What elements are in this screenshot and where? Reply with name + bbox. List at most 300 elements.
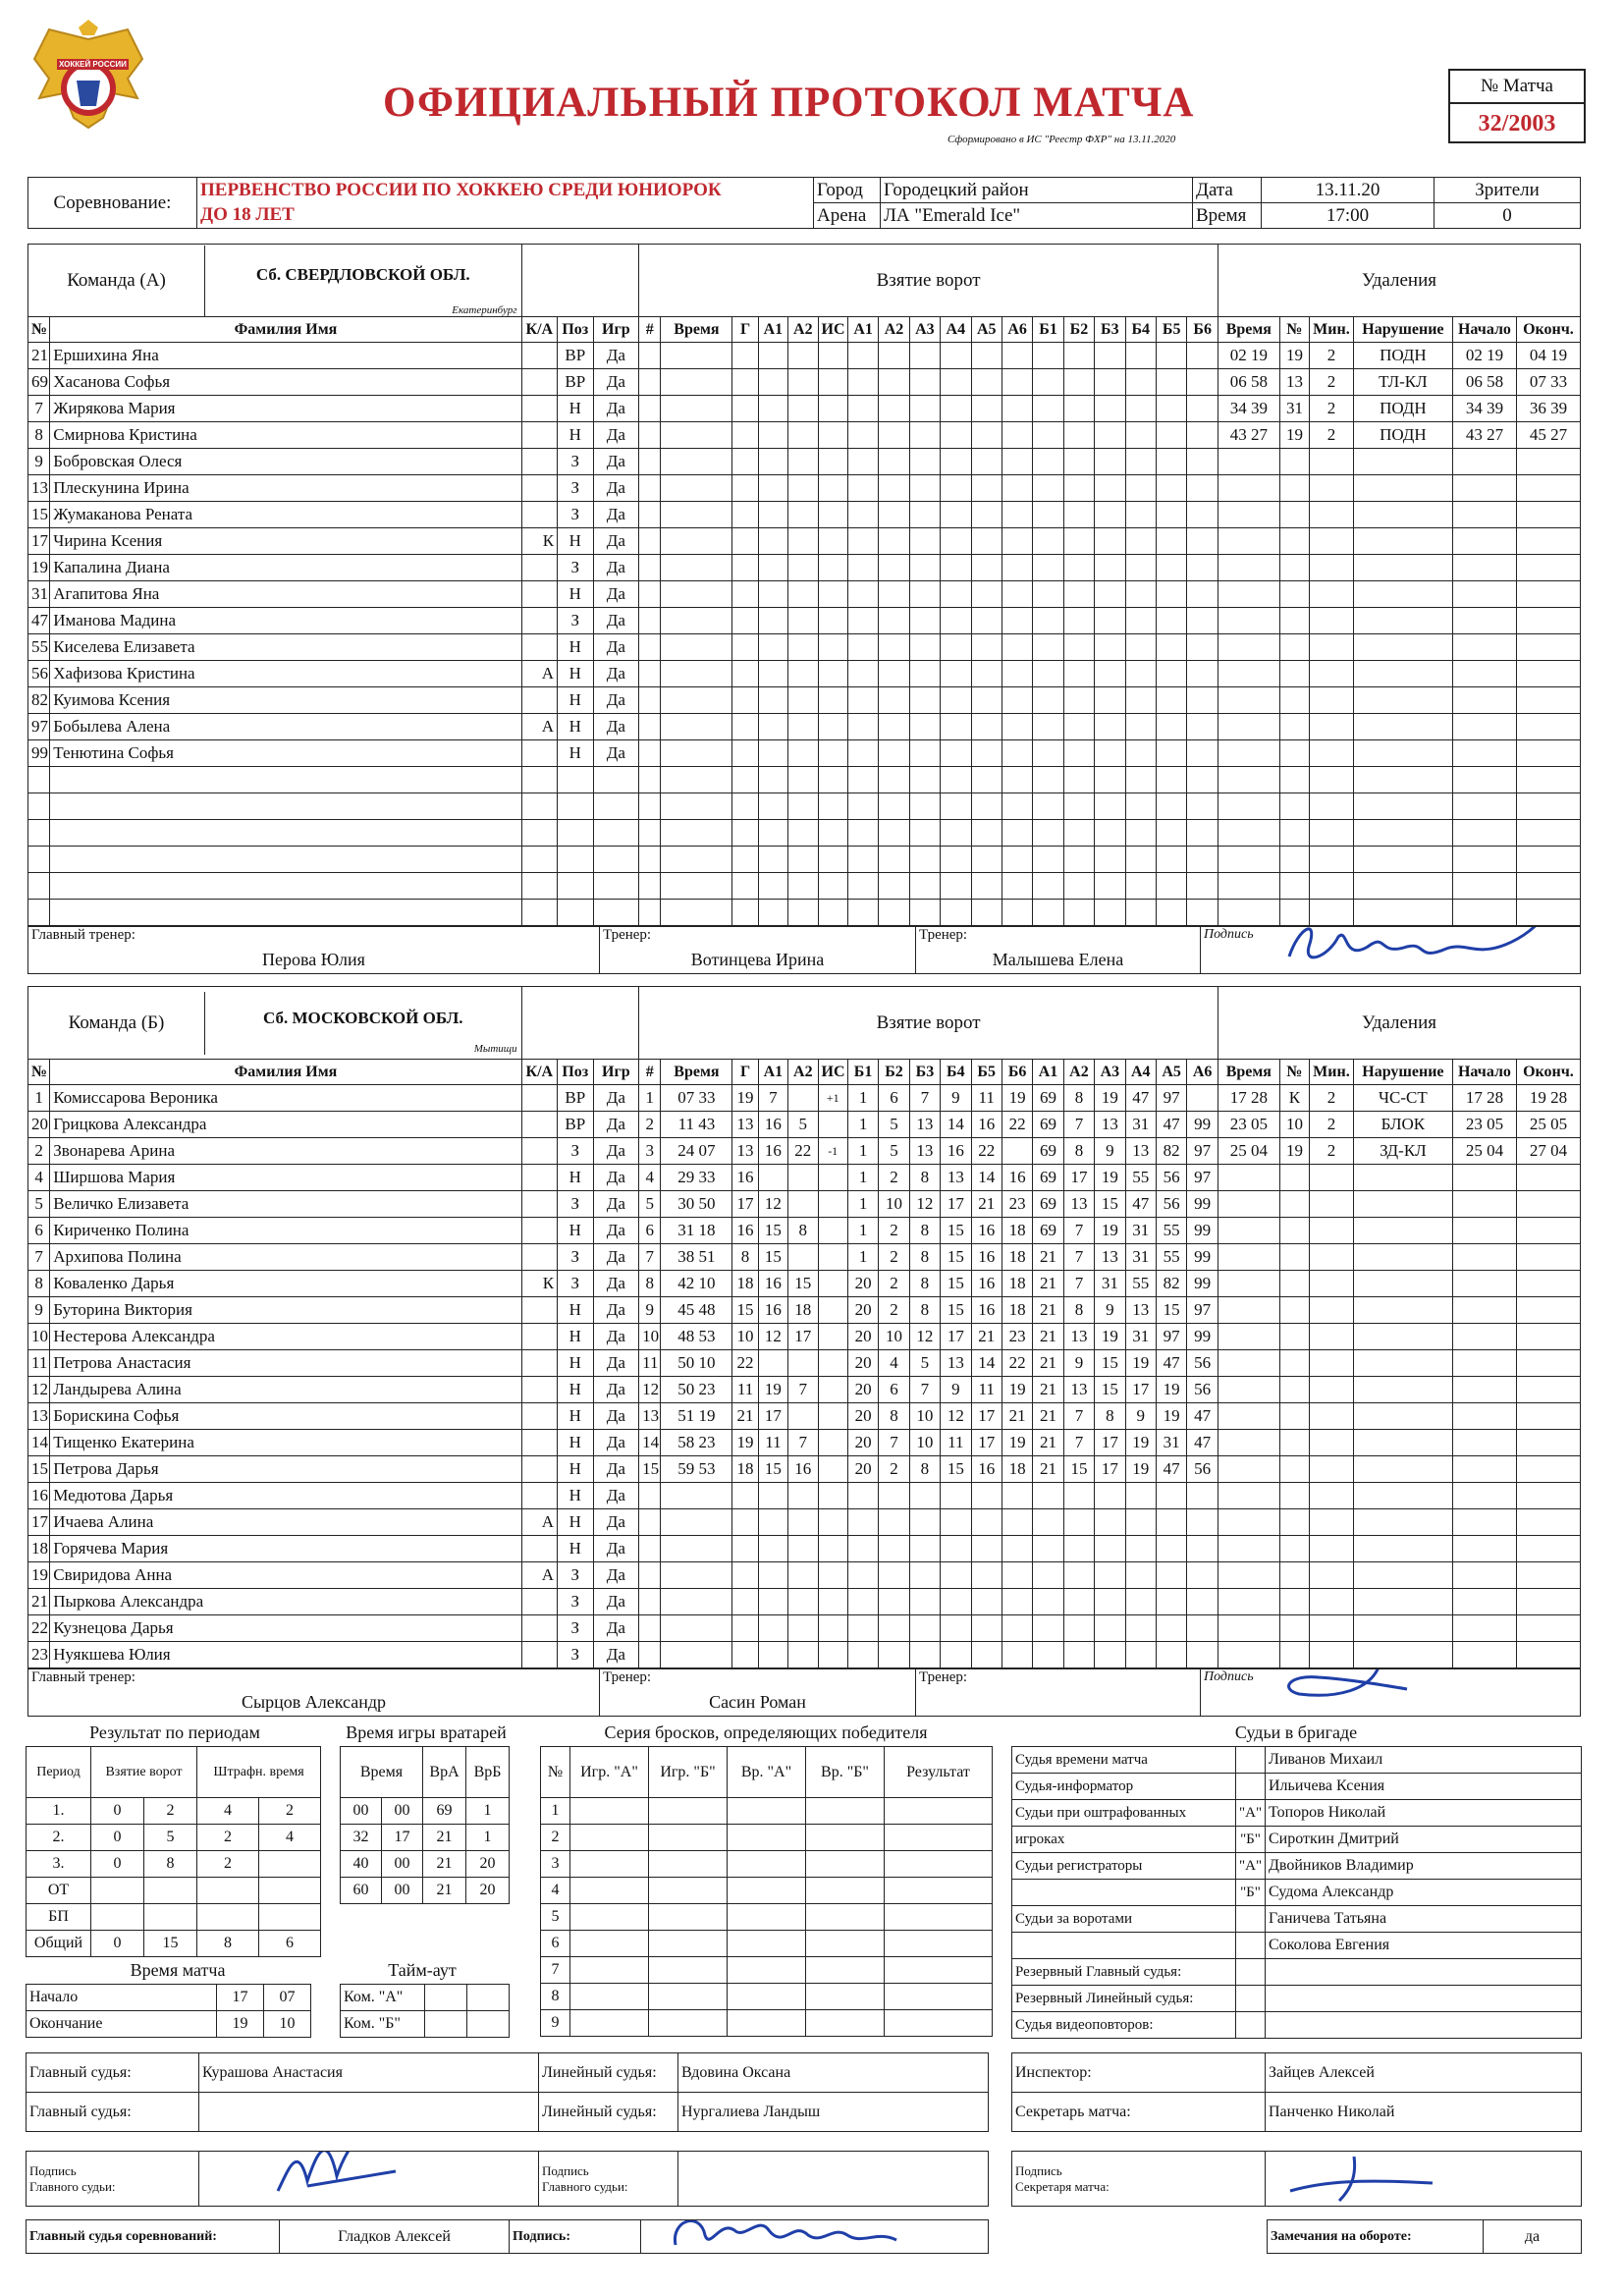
penalty-start: 25 04	[1453, 1138, 1517, 1165]
empty-cell	[1516, 1536, 1580, 1562]
empty-cell	[758, 873, 787, 900]
empty-cell	[1125, 820, 1156, 847]
goal-index: 7	[639, 1244, 661, 1271]
empty-cell	[732, 740, 758, 767]
team_b-h-a2: А2	[788, 1060, 818, 1085]
player-name: Архипова Полина	[50, 1244, 521, 1271]
table-row	[28, 581, 1581, 608]
empty-cell	[1279, 608, 1309, 634]
generated-note: Сформировано в ИС "Реестр ФХР" на 13.11.2020	[947, 134, 1176, 145]
empty-cell	[1218, 1165, 1279, 1191]
penalty-start: 17 28	[1453, 1085, 1517, 1112]
empty-cell	[847, 634, 878, 661]
shootout-no: 7	[541, 1957, 570, 1984]
empty-cell	[909, 1642, 940, 1668]
empty-cell	[758, 793, 787, 820]
period-pim-b	[259, 1878, 321, 1904]
empty-cell	[879, 343, 909, 369]
penalty-player: 13	[1279, 369, 1309, 396]
team_b-h-pen-time: Время	[1218, 1060, 1279, 1085]
empty-cell	[732, 847, 758, 873]
empty-cell	[1353, 1218, 1452, 1244]
empty-cell	[1279, 900, 1309, 926]
player-number: 13	[28, 475, 50, 502]
empty-cell	[639, 714, 661, 740]
table-row	[341, 1878, 510, 1904]
empty-cell	[558, 873, 593, 900]
empty-cell	[1453, 687, 1517, 714]
empty-cell	[649, 1851, 728, 1878]
gk-h-b: ВрБ	[466, 1747, 510, 1798]
empty-cell	[1187, 502, 1218, 528]
player-ka: К	[521, 528, 557, 555]
empty-cell	[1125, 1589, 1156, 1615]
on-ice-player: 17	[1095, 1456, 1125, 1483]
empty-cell	[1353, 1536, 1452, 1562]
team-a-label: Команда (А)	[28, 246, 205, 316]
empty-cell	[1187, 555, 1218, 581]
empty-cell	[728, 1851, 806, 1878]
match-start-h: 17	[217, 1985, 264, 2011]
goal-scorer: 10	[732, 1324, 758, 1350]
empty-cell	[593, 900, 639, 926]
empty-cell	[50, 900, 521, 926]
period-goals-b	[144, 1878, 197, 1904]
empty-cell	[788, 1562, 818, 1589]
empty-cell	[758, 661, 787, 687]
player-name: Нуякшева Юлия	[50, 1642, 521, 1668]
penalty-start: 23 05	[1453, 1112, 1517, 1138]
player-played: Да	[593, 1218, 639, 1244]
empty-cell	[909, 767, 940, 793]
empty-cell	[909, 793, 940, 820]
main-ref-label-2: Главный судья:	[27, 2093, 199, 2132]
empty-cell	[1063, 528, 1094, 555]
on-ice-player: 13	[1125, 1138, 1156, 1165]
empty-cell	[1453, 1562, 1517, 1589]
empty-cell	[909, 900, 940, 926]
empty-cell	[1187, 1615, 1218, 1642]
goal-time: 50 10	[661, 1350, 732, 1377]
match-time-title: Время матча	[130, 1960, 226, 1980]
empty-cell	[1453, 1589, 1517, 1615]
empty-cell	[1279, 1218, 1309, 1244]
notes-row	[1267, 2219, 1582, 2254]
empty-cell	[1310, 1456, 1354, 1483]
empty-cell	[1310, 555, 1354, 581]
empty-cell	[1516, 502, 1580, 528]
team-b-goals-header: Взятие ворот	[639, 987, 1218, 1060]
team-b-signature-label: Подпись	[1204, 1669, 1254, 1684]
empty-cell	[1353, 1509, 1452, 1536]
team-b-head-coach: Сырцов Александр	[242, 1692, 386, 1712]
on-ice-player: 14	[941, 1112, 971, 1138]
table-row	[28, 1138, 1581, 1165]
empty-cell	[639, 1509, 661, 1536]
empty-cell	[1279, 873, 1309, 900]
empty-cell	[909, 1536, 940, 1562]
chief-signature	[661, 2220, 916, 2254]
on-ice-player: 47	[1187, 1403, 1218, 1430]
empty-cell	[909, 1589, 940, 1615]
player-played: Да	[593, 1615, 639, 1642]
team-a-penalties-header: Удаления	[1218, 245, 1580, 317]
notes-value: да	[1484, 2220, 1582, 2254]
player-ka	[521, 1297, 557, 1324]
player-number: 2	[28, 1138, 50, 1165]
empty-cell	[1125, 661, 1156, 687]
team-b-penalties-header: Удаления	[1218, 987, 1580, 1060]
on-ice-player: 69	[1033, 1165, 1063, 1191]
referee-name: Топоров Николай	[1266, 1800, 1582, 1827]
goal-assist1: 16	[758, 1271, 787, 1297]
goal-index: 11	[639, 1350, 661, 1377]
empty-cell	[649, 1984, 728, 2010]
empty-cell	[818, 581, 847, 608]
on-ice-player: 15	[941, 1271, 971, 1297]
referee-role: Судьи за воротами	[1012, 1906, 1236, 1933]
empty-cell	[1279, 1403, 1309, 1430]
on-ice-player: 7	[1063, 1271, 1094, 1297]
empty-cell	[1063, 793, 1094, 820]
empty-cell	[1063, 555, 1094, 581]
empty-cell	[1095, 873, 1125, 900]
gk-b: 1	[466, 1825, 510, 1851]
player-name: Тенютина Софья	[50, 740, 521, 767]
empty-cell	[1516, 900, 1580, 926]
empty-cell	[639, 528, 661, 555]
player-number: 17	[28, 528, 50, 555]
fhr-logo	[29, 20, 147, 147]
on-ice-player: 10	[909, 1430, 940, 1456]
referee-side	[1236, 1774, 1266, 1800]
goal-situation	[818, 1191, 847, 1218]
on-ice-player: 6	[879, 1085, 909, 1112]
empty-cell	[661, 581, 732, 608]
on-ice-player: 69	[1033, 1085, 1063, 1112]
empty-cell	[649, 1931, 728, 1957]
empty-cell	[1033, 767, 1063, 793]
on-ice-player: 20	[847, 1271, 878, 1297]
empty-cell	[732, 793, 758, 820]
empty-cell	[1353, 1403, 1452, 1430]
empty-cell	[909, 1615, 940, 1642]
player-pos: З	[558, 1271, 593, 1297]
empty-cell	[879, 634, 909, 661]
inspector-label: Инспектор:	[1012, 2053, 1266, 2093]
empty-cell	[818, 555, 847, 581]
player-ka	[521, 343, 557, 369]
player-pos: З	[558, 1642, 593, 1668]
chief-row	[26, 2219, 989, 2254]
empty-cell	[788, 555, 818, 581]
empty-cell	[639, 900, 661, 926]
empty-cell	[661, 873, 732, 900]
goal-scorer: 18	[732, 1456, 758, 1483]
arena-label: Арена	[814, 203, 881, 229]
on-ice-player: 55	[1156, 1244, 1186, 1271]
empty-cell	[1125, 528, 1156, 555]
empty-cell	[788, 1642, 818, 1668]
empty-cell	[1001, 1615, 1032, 1642]
city: Городецкий район	[881, 178, 1193, 203]
gk-minute: 60	[341, 1878, 382, 1904]
goal-time: 58 23	[661, 1430, 732, 1456]
empty-cell	[1353, 1589, 1452, 1615]
empty-cell	[879, 1483, 909, 1509]
empty-cell	[1310, 1271, 1354, 1297]
empty-cell	[1218, 1509, 1279, 1536]
empty-cell	[1453, 767, 1517, 793]
empty-cell	[818, 714, 847, 740]
player-played: Да	[593, 343, 639, 369]
team_b-h-no: №	[28, 1060, 50, 1085]
empty-cell	[788, 422, 818, 449]
empty-cell	[732, 634, 758, 661]
goal-assist1	[758, 1165, 787, 1191]
secretary: Панченко Николай	[1266, 2093, 1582, 2132]
empty-cell	[818, 475, 847, 502]
player-ka	[521, 1085, 557, 1112]
empty-cell	[909, 422, 940, 449]
period-pim-b: 6	[259, 1931, 321, 1957]
team_a-h-pen-time: Время	[1218, 317, 1279, 343]
empty-cell	[788, 1615, 818, 1642]
empty-cell	[758, 1589, 787, 1615]
table-row	[1012, 1986, 1582, 2012]
team-a-head-coach: Перова Юлия	[262, 950, 365, 969]
empty-cell	[1156, 661, 1186, 687]
gk-minute: 40	[341, 1851, 382, 1878]
goal-time: 30 50	[661, 1191, 732, 1218]
empty-cell	[1453, 1483, 1517, 1509]
on-ice-player: 55	[1125, 1271, 1156, 1297]
empty-cell	[732, 555, 758, 581]
empty-cell	[909, 687, 940, 714]
empty-cell	[806, 1851, 885, 1878]
empty-cell	[639, 449, 661, 475]
empty-cell	[593, 793, 639, 820]
player-played: Да	[593, 687, 639, 714]
empty-cell	[879, 661, 909, 687]
empty-cell	[1353, 1271, 1452, 1297]
referee-side: "А"	[1236, 1800, 1266, 1827]
team-b-name: Сб. МОСКОВСКОЙ ОБЛ. Мытищи	[263, 1008, 517, 1055]
empty-cell	[1353, 1165, 1452, 1191]
penalty-violation: БЛОК	[1353, 1112, 1452, 1138]
empty-cell	[1353, 820, 1452, 847]
empty-cell	[1125, 475, 1156, 502]
team-a-signature	[1279, 927, 1554, 974]
table-row	[28, 396, 1581, 422]
table-row	[28, 1615, 1581, 1642]
empty-cell	[1310, 767, 1354, 793]
penalty-time: 43 27	[1218, 422, 1279, 449]
on-ice-player: 19	[1156, 1403, 1186, 1430]
table-row	[1012, 1880, 1582, 1906]
spectators: 0	[1435, 203, 1581, 229]
penalty-end: 07 33	[1516, 369, 1580, 396]
player-name: Кириченко Полина	[50, 1218, 521, 1244]
period-name: Общий	[27, 1931, 91, 1957]
penalty-minutes: 2	[1310, 1112, 1354, 1138]
empty-cell	[1218, 1483, 1279, 1509]
empty-cell	[1516, 793, 1580, 820]
referee-role	[1012, 1933, 1236, 1959]
empty-cell	[1353, 1377, 1452, 1403]
empty-cell	[1353, 1191, 1452, 1218]
empty-cell	[1095, 1509, 1125, 1536]
on-ice-player: 21	[971, 1324, 1001, 1350]
player-pos: Н	[558, 1377, 593, 1403]
empty-cell	[1516, 1165, 1580, 1191]
empty-cell	[818, 740, 847, 767]
empty-cell	[1310, 1403, 1354, 1430]
shootout-h-vb: Вр. "Б"	[806, 1747, 885, 1798]
team_b-h-is: ИС	[818, 1060, 847, 1085]
on-ice-player: 97	[1187, 1165, 1218, 1191]
empty-cell	[732, 661, 758, 687]
player-name: Медютова Дарья	[50, 1483, 521, 1509]
on-ice-player: 19	[1125, 1350, 1156, 1377]
player-played: Да	[593, 396, 639, 422]
on-ice-player: 5	[909, 1350, 940, 1377]
line-ref-label-2: Линейный судья:	[539, 2093, 678, 2132]
empty-cell	[1353, 1244, 1452, 1271]
empty-cell	[1001, 396, 1032, 422]
empty-cell	[758, 900, 787, 926]
player-number: 13	[28, 1403, 50, 1430]
goal-assist1: 15	[758, 1218, 787, 1244]
empty-cell	[818, 847, 847, 873]
empty-cell	[788, 369, 818, 396]
period-name: ОТ	[27, 1878, 91, 1904]
empty-cell	[1001, 634, 1032, 661]
empty-cell	[1033, 1509, 1063, 1536]
player-ka	[521, 1615, 557, 1642]
goal-index: 1	[639, 1085, 661, 1112]
empty-cell	[1310, 502, 1354, 528]
on-ice-player: 97	[1156, 1085, 1186, 1112]
empty-cell	[879, 1615, 909, 1642]
on-ice-player: 12	[941, 1403, 971, 1430]
player-pos: Н	[558, 581, 593, 608]
empty-cell	[758, 343, 787, 369]
table-row	[28, 1562, 1581, 1589]
on-ice-player: 16	[941, 1138, 971, 1165]
empty-cell	[806, 1984, 885, 2010]
empty-cell	[1279, 1562, 1309, 1589]
empty-cell	[1033, 581, 1063, 608]
empty-cell	[1095, 687, 1125, 714]
empty-cell	[1218, 1244, 1279, 1271]
empty-cell	[1218, 1430, 1279, 1456]
on-ice-player: 20	[847, 1350, 878, 1377]
on-ice-player: 31	[1095, 1271, 1125, 1297]
empty-cell	[879, 1536, 909, 1562]
on-ice-player: 13	[1063, 1377, 1094, 1403]
empty-cell	[1156, 634, 1186, 661]
player-name: Ширшова Мария	[50, 1165, 521, 1191]
goal-assist2: 18	[788, 1297, 818, 1324]
empty-cell	[1001, 793, 1032, 820]
table-row	[28, 1324, 1581, 1350]
empty-cell	[941, 1509, 971, 1536]
empty-cell	[1516, 1615, 1580, 1642]
empty-cell	[732, 873, 758, 900]
empty-cell	[570, 1957, 649, 1984]
empty-cell	[885, 2010, 993, 2037]
empty-cell	[1516, 1642, 1580, 1668]
empty-cell	[639, 581, 661, 608]
on-ice-player: 9	[941, 1085, 971, 1112]
player-number: 15	[28, 1456, 50, 1483]
empty-cell	[1453, 847, 1517, 873]
empty-cell	[570, 1851, 649, 1878]
empty-cell	[1095, 793, 1125, 820]
empty-cell	[1033, 475, 1063, 502]
empty-cell	[1063, 1642, 1094, 1668]
player-pos: Н	[558, 1509, 593, 1536]
team-b-head-coach-label: Главный тренер:	[31, 1669, 135, 1685]
on-ice-player: 20	[847, 1456, 878, 1483]
on-ice-player: 13	[1095, 1112, 1125, 1138]
empty-cell	[1218, 1297, 1279, 1324]
period-pim-a: 2	[197, 1851, 259, 1878]
empty-cell	[1187, 634, 1218, 661]
empty-cell	[788, 1536, 818, 1562]
empty-cell	[788, 343, 818, 369]
empty-cell	[1353, 740, 1452, 767]
goal-assist2	[788, 1244, 818, 1271]
empty-cell	[788, 714, 818, 740]
team_a-h-onice-0: А1	[847, 317, 878, 343]
referee-side	[1236, 1906, 1266, 1933]
empty-cell	[1033, 873, 1063, 900]
goal-assist2: 8	[788, 1218, 818, 1244]
goal-time: 59 53	[661, 1456, 732, 1483]
empty-cell	[1095, 1642, 1125, 1668]
empty-cell	[732, 1483, 758, 1509]
empty-cell	[1063, 687, 1094, 714]
empty-cell	[1310, 661, 1354, 687]
empty-cell	[818, 634, 847, 661]
team-a-section	[27, 244, 1581, 974]
empty-cell	[971, 847, 1001, 873]
empty-cell	[1516, 1509, 1580, 1536]
empty-cell	[1156, 873, 1186, 900]
on-ice-player: 10	[879, 1191, 909, 1218]
empty-cell	[1310, 1244, 1354, 1271]
empty-cell	[570, 1798, 649, 1825]
empty-cell	[1063, 608, 1094, 634]
on-ice-player: 69	[1033, 1112, 1063, 1138]
player-number: 8	[28, 422, 50, 449]
empty-cell	[941, 475, 971, 502]
table-row	[27, 1851, 321, 1878]
empty-cell	[661, 1483, 732, 1509]
goal-assist1	[758, 1350, 787, 1377]
on-ice-player: 13	[1095, 1244, 1125, 1271]
empty-cell	[728, 1931, 806, 1957]
on-ice-player: 4	[879, 1350, 909, 1377]
empty-cell	[847, 661, 878, 687]
goal-assist2	[788, 1350, 818, 1377]
empty-cell	[758, 555, 787, 581]
results-title: Результат по периодам	[89, 1722, 260, 1742]
table-row	[1012, 1800, 1582, 1827]
goal-assist2: 16	[788, 1456, 818, 1483]
